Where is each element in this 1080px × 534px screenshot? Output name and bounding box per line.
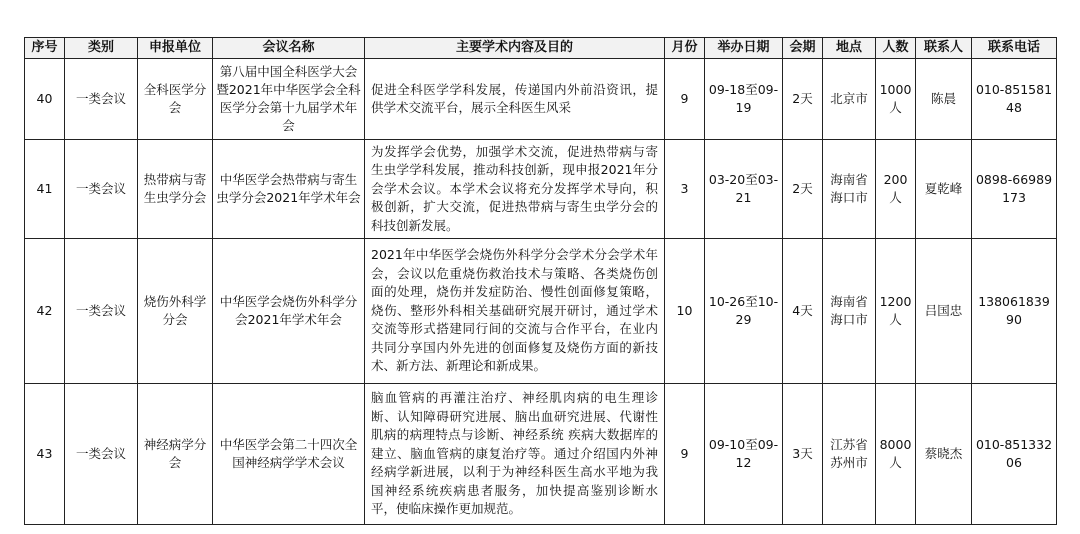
cell-dates: 09-10至09-12: [705, 384, 783, 525]
header-phone: 联系电话: [972, 38, 1057, 59]
cell-attendees: 200人: [876, 140, 916, 239]
cell-organizer: 热带病与寄生虫学分会: [138, 140, 213, 239]
cell-contact: 吕国忠: [916, 239, 972, 384]
cell-content: 脑血管病的再灌注治疗、神经肌肉病的电生理诊断、认知障碍研究进展、脑出血研究进展、代谢性肌病的病理特点与诊断、神经系统 疾病大数据库的建立、脑血管病的康复治疗等。通过介绍国内外神经病学新进展，以利于为神经科医生高水平地为我国神经系统疾病患者服务，加快提高鉴别诊断水平，使临床操作更加规范。: [365, 384, 665, 525]
cell-index: 41: [25, 140, 65, 239]
header-category: 类别: [65, 38, 138, 59]
cell-dates: 10-26至10-29: [705, 239, 783, 384]
table-row: [25, 140, 1057, 239]
cell-location: 江苏省苏州市: [823, 384, 876, 525]
cell-content: 促进全科医学学科发展，传递国内外前沿资讯，提供学术交流平台，展示全科医生风采: [365, 59, 665, 140]
cell-index: 42: [25, 239, 65, 384]
cell-month: 9: [665, 384, 705, 525]
cell-contact: 陈晨: [916, 59, 972, 140]
header-contact: 联系人: [916, 38, 972, 59]
cell-name: 中华医学会烧伤外科学分会2021年学术年会: [213, 239, 365, 384]
cell-index: 40: [25, 59, 65, 140]
cell-name: 中华医学会第二十四次全国神经病学学术会议: [213, 384, 365, 525]
cell-name: 中华医学会热带病与寄生虫学分会2021年学术年会: [213, 140, 365, 239]
cell-attendees: 8000人: [876, 384, 916, 525]
header-duration: 会期: [783, 38, 823, 59]
cell-attendees: 1000人: [876, 59, 916, 140]
cell-location: 海南省海口市: [823, 239, 876, 384]
cell-duration: 3天: [783, 384, 823, 525]
cell-phone: 010-85133206: [972, 384, 1057, 525]
cell-location: 北京市: [823, 59, 876, 140]
header-location: 地点: [823, 38, 876, 59]
header-name: 会议名称: [213, 38, 365, 59]
cell-organizer: 神经病学分会: [138, 384, 213, 525]
cell-contact: 夏乾峰: [916, 140, 972, 239]
cell-content: 为发挥学会优势，加强学术交流，促进热带病与寄生虫学学科发展，推动科技创新，现申报2021年分会学术会议。本学术会议将充分发挥学术导向，积极创新，扩大交流，促进热带病与寄生虫学分会的科技创新发展。: [365, 140, 665, 239]
header-attendees: 人数: [876, 38, 916, 59]
cell-phone: 0898-66989173: [972, 140, 1057, 239]
cell-category: 一类会议: [65, 239, 138, 384]
cell-phone: 010-85158148: [972, 59, 1057, 140]
cell-month: 10: [665, 239, 705, 384]
cell-month: 9: [665, 59, 705, 140]
cell-index: 43: [25, 384, 65, 525]
cell-category: 一类会议: [65, 384, 138, 525]
cell-attendees: 1200人: [876, 239, 916, 384]
cell-phone: 13806183990: [972, 239, 1057, 384]
table-row: [25, 239, 1057, 384]
header-content: 主要学术内容及目的: [365, 38, 665, 59]
cell-name: 第八届中国全科医学大会暨2021年中华医学会全科医学分会第十九届学术年会: [213, 59, 365, 140]
cell-duration: 2天: [783, 140, 823, 239]
header-dates: 举办日期: [705, 38, 783, 59]
cell-content: 2021年中华医学会烧伤外科学分会学术分会学术年会，会议以危重烧伤救治技术与策略、各类烧伤创面的处理，烧伤并发症防治、慢性创面修复策略，烧伤、整形外科相关基础研究展开研讨，通过学术交流等形式搭建同行间的交流与合作平台，在业内共同分享国内外先进的创面修复及烧伤方面的新技术、新方法、新理论和新成果。: [365, 239, 665, 384]
cell-category: 一类会议: [65, 59, 138, 140]
table-row: [25, 59, 1057, 140]
header-month: 月份: [665, 38, 705, 59]
cell-location: 海南省海口市: [823, 140, 876, 239]
cell-category: 一类会议: [65, 140, 138, 239]
cell-organizer: 全科医学分会: [138, 59, 213, 140]
header-row: [25, 38, 1057, 59]
header-index: 序号: [25, 38, 65, 59]
table-row: [25, 384, 1057, 525]
cell-month: 3: [665, 140, 705, 239]
cell-organizer: 烧伤外科学分会: [138, 239, 213, 384]
cell-contact: 蔡晓杰: [916, 384, 972, 525]
header-organizer: 申报单位: [138, 38, 213, 59]
cell-dates: 03-20至03-21: [705, 140, 783, 239]
cell-dates: 09-18至09-19: [705, 59, 783, 140]
cell-duration: 2天: [783, 59, 823, 140]
conference-table: [24, 37, 1057, 525]
cell-duration: 4天: [783, 239, 823, 384]
